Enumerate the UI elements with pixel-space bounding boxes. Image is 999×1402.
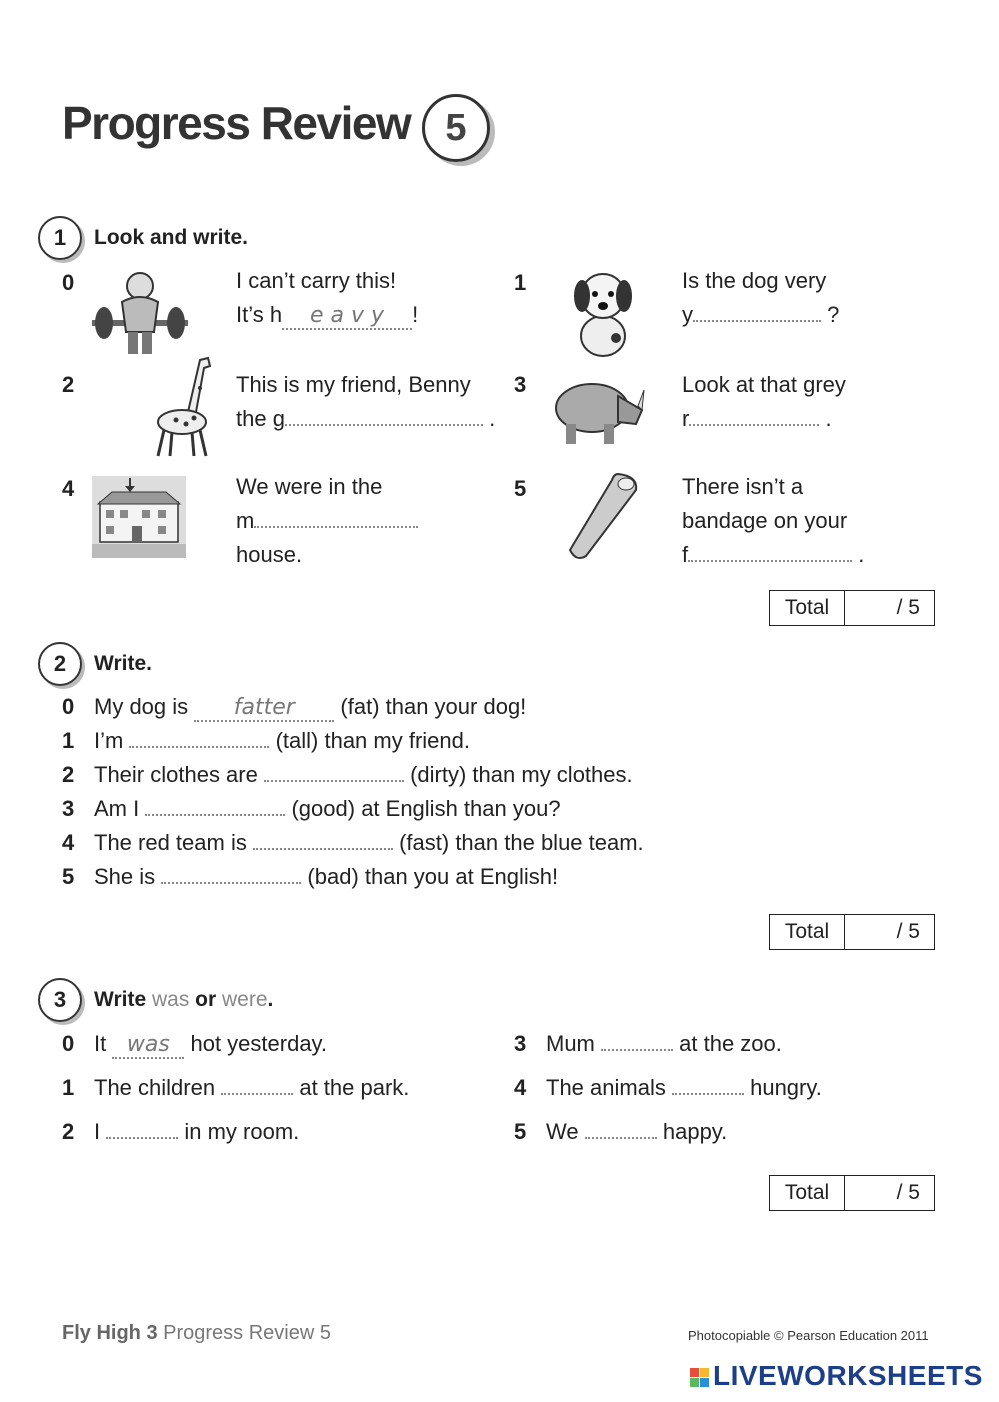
- s1-item-5-number: 5: [514, 476, 527, 501]
- review-number-badge: 5: [422, 94, 490, 162]
- s3-item-3: [514, 1027, 782, 1061]
- s2-item-0-pre: My dog is: [94, 694, 189, 719]
- s1-item-2-answer-field[interactable]: [285, 406, 483, 426]
- s1-item-2-line2: the g: [236, 406, 285, 431]
- s2-item-4-pre: The red team is: [94, 830, 247, 855]
- s1-item-5-answer-field[interactable]: [688, 542, 852, 562]
- s3-item-4-number: 4: [514, 1075, 527, 1100]
- s2-item-0-post: (fat) than your dog!: [340, 694, 527, 719]
- section-2-badge: 2: [38, 642, 82, 686]
- s3-item-4-answer-field[interactable]: [672, 1075, 744, 1095]
- s1-item-1-end: ?: [827, 302, 840, 327]
- liveworksheets-logo-icon: [690, 1368, 709, 1387]
- s2-item-1-post: (tall) than my friend.: [275, 728, 470, 753]
- s2-item-0-number: 0: [62, 694, 75, 719]
- s1-item-5-line3: f: [682, 542, 689, 567]
- s1-item-5-line1: There isn’t a: [682, 474, 804, 499]
- s3-item-2-post: in my room.: [184, 1119, 300, 1144]
- section-1-heading: Look and write.: [94, 226, 249, 249]
- s1-item-2-number: 2: [62, 372, 75, 397]
- s2-item-1-answer-field[interactable]: [129, 728, 269, 748]
- s3-item-1-post: at the park.: [299, 1075, 410, 1100]
- s2-item-4-answer-field[interactable]: [253, 830, 393, 850]
- s2-item-3-number: 3: [62, 796, 75, 821]
- s3-item-1-pre: The children: [94, 1075, 216, 1100]
- s3-item-0-answer[interactable]: was: [112, 1033, 184, 1059]
- s2-item-0-answer[interactable]: fatter: [194, 696, 334, 722]
- s1-item-3-line1: Look at that grey: [682, 372, 846, 397]
- s3-item-4-pre: The animals: [546, 1075, 666, 1100]
- s2-item-2-pre: Their clothes are: [94, 762, 258, 787]
- total-label: Total: [770, 915, 845, 949]
- s3-item-3-answer-field[interactable]: [601, 1031, 673, 1051]
- s2-item-4-number: 4: [62, 830, 75, 855]
- s2-item-2: [62, 758, 633, 792]
- section-3-heading: [94, 988, 273, 1012]
- s2-item-1-number: 1: [62, 728, 75, 753]
- section-3-total: [769, 1175, 935, 1211]
- heading-period: .: [267, 988, 274, 1011]
- s2-item-3-pre: Am I: [94, 796, 140, 821]
- s1-item-0-answer[interactable]: e a v y: [282, 304, 412, 330]
- section-2-total: [769, 914, 935, 950]
- s2-item-4: [62, 826, 644, 860]
- s3-item-5-post: happy.: [662, 1119, 728, 1144]
- section-3-badge: 3: [38, 978, 82, 1022]
- s3-item-3-pre: Mum: [546, 1031, 595, 1056]
- weightlifter-picture: [92, 262, 188, 358]
- s1-item-4-answer-field[interactable]: [254, 508, 418, 528]
- footer-brand: Fly High 3: [62, 1322, 158, 1344]
- s1-item-4-number: 4: [62, 476, 75, 501]
- s3-item-2: [62, 1115, 299, 1149]
- total-score-field[interactable]: / 5: [896, 920, 920, 943]
- total-label: Total: [770, 1176, 845, 1210]
- footer-copyright: Photocopiable © Pearson Education 2011: [688, 1328, 929, 1343]
- s1-item-1-answer-field[interactable]: [693, 302, 821, 322]
- s3-item-5-answer-field[interactable]: [585, 1119, 657, 1139]
- dog-picture: [568, 266, 638, 358]
- s1-item-3-answer-field[interactable]: [689, 406, 819, 426]
- liveworksheets-watermark: [690, 1360, 983, 1392]
- section-1-badge: 1: [38, 216, 82, 260]
- s2-item-5-answer-field[interactable]: [161, 864, 301, 884]
- rhino-picture: [546, 372, 646, 448]
- s2-item-0: [62, 690, 526, 724]
- s2-item-2-answer-field[interactable]: [264, 762, 404, 782]
- s1-item-1-line2: y: [682, 302, 693, 327]
- s1-item-4-line3: house.: [236, 542, 303, 567]
- s3-item-1: [62, 1071, 409, 1105]
- s1-item-4-line2: m: [236, 508, 255, 533]
- s2-item-5: [62, 860, 558, 894]
- heading-or: or: [195, 988, 217, 1011]
- s1-item-0-line2: It’s h: [236, 302, 283, 327]
- s1-item-5-line2: bandage on your: [682, 508, 848, 533]
- section-2-heading: Write.: [94, 652, 152, 675]
- s1-item-3-end: .: [825, 406, 832, 431]
- s3-item-4: [514, 1071, 822, 1105]
- s2-item-4-post: (fast) than the blue team.: [399, 830, 644, 855]
- s1-item-2-end: .: [489, 406, 496, 431]
- s1-item-1-line1: Is the dog very: [682, 268, 827, 293]
- page-title: Progress Review: [62, 97, 411, 149]
- giraffe-picture: [150, 352, 216, 460]
- s1-item-0-number: 0: [62, 270, 75, 295]
- s1-item-0-line1: I can’t carry this!: [236, 268, 397, 293]
- s3-item-5: [514, 1115, 727, 1149]
- footer-title: [62, 1322, 331, 1345]
- s2-item-2-post: (dirty) than my clothes.: [410, 762, 633, 787]
- house-picture: [92, 476, 186, 558]
- s2-item-3-answer-field[interactable]: [145, 796, 285, 816]
- s3-item-0: [62, 1027, 327, 1061]
- s2-item-5-number: 5: [62, 864, 75, 889]
- s3-item-1-number: 1: [62, 1075, 75, 1100]
- total-score-field[interactable]: / 5: [896, 1181, 920, 1204]
- s3-item-1-answer-field[interactable]: [221, 1075, 293, 1095]
- total-score-field[interactable]: / 5: [896, 596, 920, 619]
- s2-item-2-number: 2: [62, 762, 75, 787]
- footer-subtitle: Progress Review 5: [163, 1322, 331, 1344]
- heading-was: was: [151, 988, 190, 1011]
- s1-item-1-number: 1: [514, 270, 527, 295]
- s1-item-4-line1: We were in the: [236, 474, 383, 499]
- s3-item-5-number: 5: [514, 1119, 527, 1144]
- s1-item-0-end: !: [412, 302, 419, 327]
- s1-item-2-line1: This is my friend, Benny: [236, 372, 471, 397]
- s1-item-3-number: 3: [514, 372, 527, 397]
- s2-item-5-pre: She is: [94, 864, 156, 889]
- s2-item-3-post: (good) at English than you?: [291, 796, 561, 821]
- s3-item-0-number: 0: [62, 1031, 75, 1056]
- watermark-text: LIVEWORKSHEETS: [713, 1360, 983, 1391]
- s2-item-1: [62, 724, 470, 758]
- s2-item-3: [62, 792, 561, 826]
- s2-item-5-post: (bad) than you at English!: [307, 864, 559, 889]
- total-label: Total: [770, 591, 845, 625]
- section-1-total: [769, 590, 935, 626]
- s3-item-0-post: hot yesterday.: [190, 1031, 328, 1056]
- s3-item-2-answer-field[interactable]: [106, 1119, 178, 1139]
- s1-item-3-line2: r: [682, 406, 690, 431]
- s2-item-1-pre: I’m: [94, 728, 124, 753]
- s3-item-2-number: 2: [62, 1119, 75, 1144]
- s3-item-4-post: hungry.: [750, 1075, 822, 1100]
- heading-were: were: [222, 988, 268, 1011]
- heading-write: Write: [94, 988, 147, 1011]
- s3-item-3-number: 3: [514, 1031, 527, 1056]
- s1-item-5-end: .: [858, 542, 865, 567]
- s3-item-0-pre: It: [94, 1031, 107, 1056]
- s3-item-2-pre: I: [94, 1119, 101, 1144]
- s3-item-3-post: at the zoo.: [679, 1031, 782, 1056]
- s3-item-5-pre: We: [546, 1119, 579, 1144]
- finger-picture: [566, 470, 642, 560]
